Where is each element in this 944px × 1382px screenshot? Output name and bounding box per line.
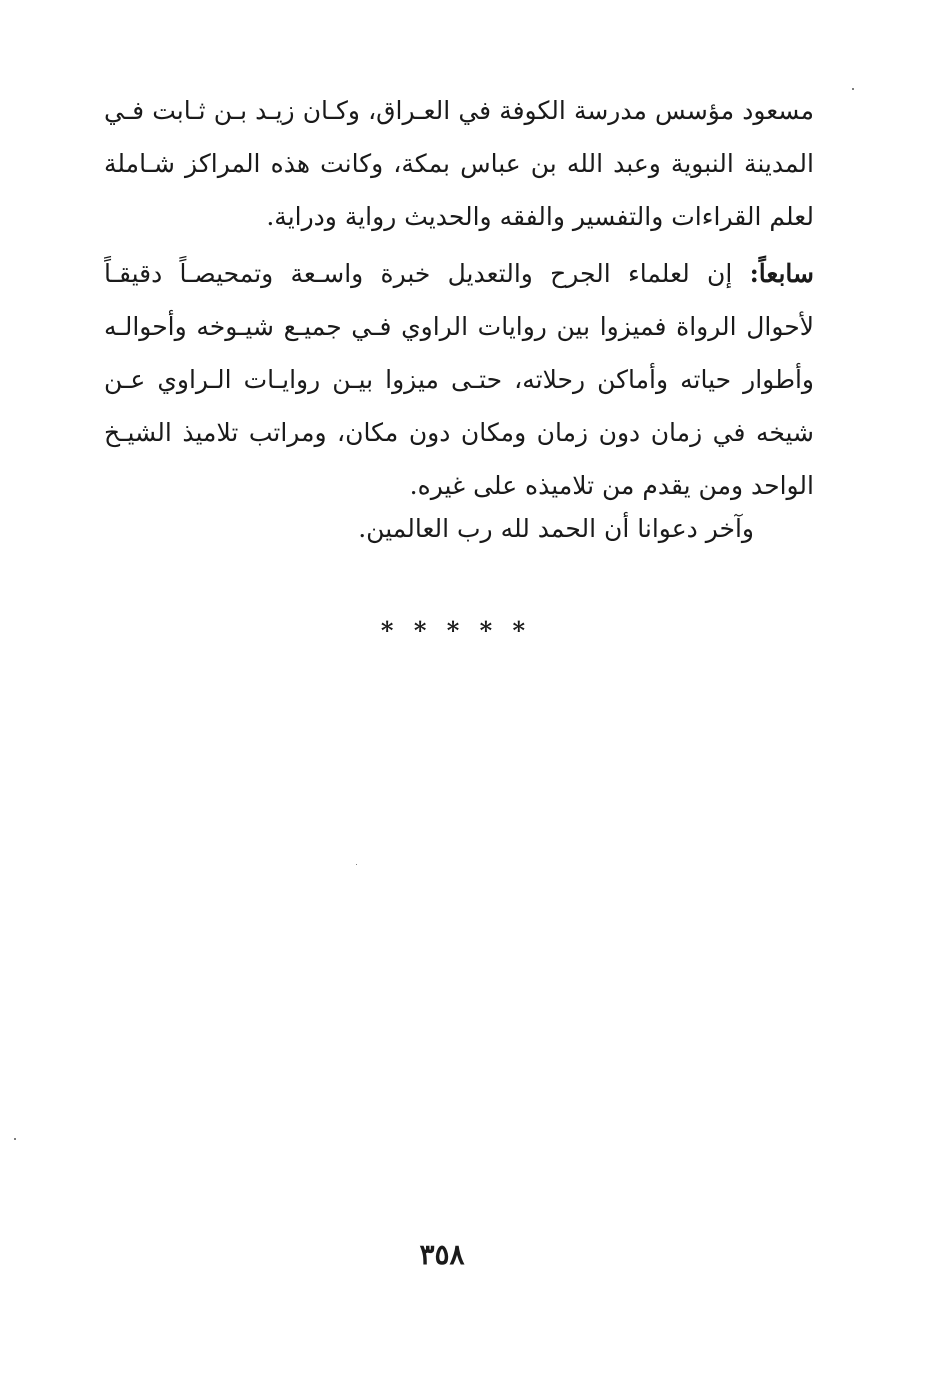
text-line: المدينة النبوية وعبد الله بن عباس بمكة، وكانت هذه المراكز شـاملة bbox=[104, 149, 814, 178]
page-number: ٣٥٨ bbox=[419, 1238, 465, 1271]
text-line bbox=[104, 247, 814, 300]
text-span: إن لعلماء الجرح والتعديل خبرة واسـعة وتمحيصـاً دقيقـاً bbox=[104, 259, 750, 288]
section-separator: * * * * * bbox=[380, 616, 532, 645]
text-line: مسعود مؤسس مدرسة الكوفة في العـراق، وكـان زيـد بـن ثـابت فـي bbox=[104, 96, 814, 125]
scan-speck bbox=[14, 1138, 16, 1140]
body-text bbox=[104, 84, 814, 512]
text-line: لأحوال الرواة فميزوا بين روايات الراوي فـي جميـع شيـوخه وأحوالـه bbox=[104, 312, 814, 341]
paragraph-lead: سابعاً: bbox=[749, 259, 814, 288]
text-line: لعلم القراءات والتفسير والفقه والحديث رواية ودراية. bbox=[266, 202, 814, 231]
text-line: الواحد ومن يقدم من تلاميذه على غيره. bbox=[409, 471, 814, 500]
scan-speck bbox=[356, 864, 357, 865]
closing-line: وآخر دعوانا أن الحمد لله رب العالمين. bbox=[358, 514, 754, 543]
text-line: وأطوار حياته وأماكن رحلاته، حتـى ميزوا بيـن روايـات الـراوي عـن bbox=[104, 365, 814, 394]
text-line: شيخه في زمان دون زمان ومكان دون مكان، ومراتب تلاميذ الشيـخ bbox=[104, 418, 814, 447]
scan-speck bbox=[852, 88, 854, 90]
